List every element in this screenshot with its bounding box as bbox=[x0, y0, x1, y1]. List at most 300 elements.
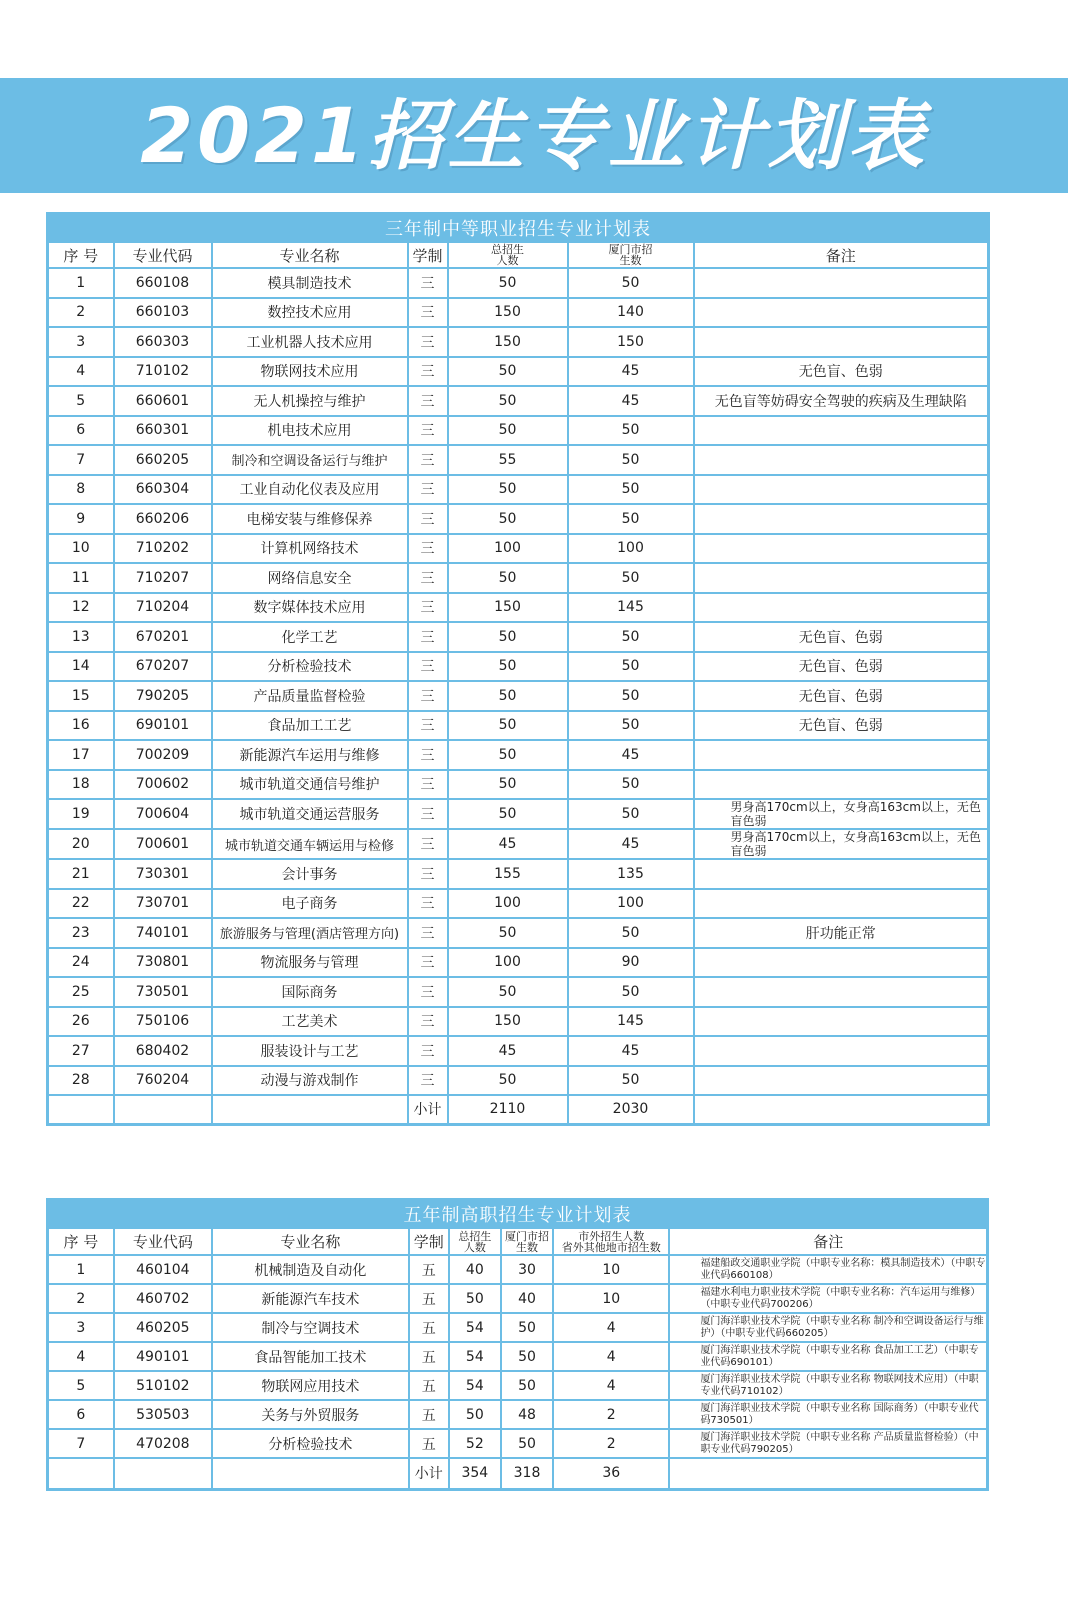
cell-outside: 4 bbox=[553, 1313, 669, 1342]
table-row bbox=[48, 711, 989, 741]
cell-major: 电梯安装与维修保养 bbox=[212, 504, 408, 534]
cell-xiamen: 40 bbox=[501, 1284, 553, 1313]
header-duration: 学制 bbox=[408, 242, 448, 268]
cell-code: 460205 bbox=[114, 1313, 212, 1342]
cell-major: 城市轨道交通运营服务 bbox=[212, 799, 408, 829]
cell-xiamen: 100 bbox=[568, 889, 694, 919]
cell-total: 52 bbox=[449, 1429, 501, 1458]
cell-major: 模具制造技术 bbox=[212, 268, 408, 298]
cell-xiamen: 145 bbox=[568, 593, 694, 623]
cell-duration: 三 bbox=[408, 327, 448, 357]
cell-duration: 三 bbox=[408, 1066, 448, 1096]
cell-duration: 三 bbox=[408, 918, 448, 948]
cell-total: 150 bbox=[448, 327, 568, 357]
cell-major: 关务与外贸服务 bbox=[212, 1400, 409, 1429]
cell-total: 50 bbox=[448, 711, 568, 741]
cell-index: 3 bbox=[48, 327, 114, 357]
cell-duration: 三 bbox=[408, 593, 448, 623]
cell-note bbox=[694, 504, 989, 534]
page-title: 2021招生专业计划表 bbox=[140, 91, 928, 180]
cell-xiamen: 45 bbox=[568, 740, 694, 770]
cell-duration: 五 bbox=[409, 1284, 449, 1313]
cell-xiamen: 145 bbox=[568, 1007, 694, 1037]
cell-total: 50 bbox=[448, 770, 568, 800]
table-row bbox=[48, 475, 989, 505]
cell-xiamen: 48 bbox=[501, 1400, 553, 1429]
cell-index: 20 bbox=[48, 829, 114, 859]
table-row bbox=[48, 1284, 988, 1313]
cell-code: 660304 bbox=[114, 475, 212, 505]
cell-total: 100 bbox=[448, 889, 568, 919]
cell-major: 城市轨道交通车辆运用与检修 bbox=[212, 829, 408, 859]
table-row bbox=[48, 829, 989, 859]
cell-total: 150 bbox=[448, 298, 568, 328]
cell-duration: 三 bbox=[408, 622, 448, 652]
cell-total: 50 bbox=[448, 357, 568, 387]
cell-index: 4 bbox=[48, 1342, 114, 1371]
cell-major: 网络信息安全 bbox=[212, 563, 408, 593]
cell-duration: 三 bbox=[408, 475, 448, 505]
cell-total: 50 bbox=[448, 416, 568, 446]
cell-major: 工业机器人技术应用 bbox=[212, 327, 408, 357]
cell-note bbox=[694, 475, 989, 505]
cell-xiamen: 100 bbox=[568, 534, 694, 564]
cell-major: 城市轨道交通信号维护 bbox=[212, 770, 408, 800]
cell-note: 无色盲、色弱 bbox=[694, 622, 989, 652]
cell-major: 会计事务 bbox=[212, 859, 408, 889]
cell-total: 50 bbox=[448, 386, 568, 416]
cell-index: 1 bbox=[48, 1255, 114, 1284]
cell-total: 54 bbox=[449, 1371, 501, 1400]
cell-outside: 10 bbox=[553, 1284, 669, 1313]
cell-total: 50 bbox=[448, 681, 568, 711]
cell-note: 男身高170cm以上，女身高163cm以上，无色盲色弱 bbox=[694, 799, 989, 829]
cell-code: 740101 bbox=[114, 918, 212, 948]
cell-index: 23 bbox=[48, 918, 114, 948]
cell-total: 45 bbox=[448, 829, 568, 859]
cell-major: 国际商务 bbox=[212, 977, 408, 1007]
cell-major: 动漫与游戏制作 bbox=[212, 1066, 408, 1096]
table-row bbox=[48, 445, 989, 475]
cell-major: 机械制造及自动化 bbox=[212, 1255, 409, 1284]
cell-index: 4 bbox=[48, 357, 114, 387]
cell-major: 化学工艺 bbox=[212, 622, 408, 652]
table-row bbox=[48, 268, 989, 298]
cell-xiamen: 50 bbox=[568, 681, 694, 711]
cell-index: 25 bbox=[48, 977, 114, 1007]
table-row bbox=[48, 622, 989, 652]
cell-note bbox=[694, 740, 989, 770]
cell-note: 福建船政交通职业学院（中职专业名称：模具制造技术）（中职专业代码660108） bbox=[669, 1255, 987, 1284]
cell-total: 40 bbox=[449, 1255, 501, 1284]
cell-code: 660206 bbox=[114, 504, 212, 534]
header-index: 序 号 bbox=[48, 242, 114, 268]
cell-index: 24 bbox=[48, 948, 114, 978]
cell-outside: 10 bbox=[553, 1255, 669, 1284]
cell-total: 50 bbox=[448, 799, 568, 829]
table-row bbox=[48, 977, 989, 1007]
cell-index: 8 bbox=[48, 475, 114, 505]
subtotal-xiamen: 2030 bbox=[568, 1095, 694, 1124]
cell-index: 5 bbox=[48, 386, 114, 416]
cell-code: 710207 bbox=[114, 563, 212, 593]
table-row bbox=[48, 740, 989, 770]
cell-index: 6 bbox=[48, 1400, 114, 1429]
subtotal-label: 小计 bbox=[409, 1458, 449, 1489]
header-code: 专业代码 bbox=[114, 242, 212, 268]
cell-code: 660301 bbox=[114, 416, 212, 446]
cell-code: 700209 bbox=[114, 740, 212, 770]
cell-total: 50 bbox=[449, 1284, 501, 1313]
cell-code: 690101 bbox=[114, 711, 212, 741]
table-row bbox=[48, 563, 989, 593]
cell-total: 50 bbox=[448, 475, 568, 505]
cell-major: 新能源汽车技术 bbox=[212, 1284, 409, 1313]
cell-duration: 三 bbox=[408, 445, 448, 475]
cell-total: 150 bbox=[448, 1007, 568, 1037]
table-row bbox=[48, 1007, 989, 1037]
cell-index: 7 bbox=[48, 1429, 114, 1458]
cell-major: 制冷与空调技术 bbox=[212, 1313, 409, 1342]
table-row bbox=[48, 681, 989, 711]
cell-index: 21 bbox=[48, 859, 114, 889]
cell-index: 19 bbox=[48, 799, 114, 829]
cell-index: 6 bbox=[48, 416, 114, 446]
cell-code: 730301 bbox=[114, 859, 212, 889]
cell-xiamen: 50 bbox=[568, 770, 694, 800]
cell-code: 760204 bbox=[114, 1066, 212, 1096]
cell-note: 无色盲、色弱 bbox=[694, 681, 989, 711]
cell-code: 660303 bbox=[114, 327, 212, 357]
cell-xiamen: 45 bbox=[568, 829, 694, 859]
cell-code: 790205 bbox=[114, 681, 212, 711]
cell-outside: 4 bbox=[553, 1342, 669, 1371]
cell-xiamen: 50 bbox=[501, 1313, 553, 1342]
table-row bbox=[48, 770, 989, 800]
table-row bbox=[48, 298, 989, 328]
cell-major: 机电技术应用 bbox=[212, 416, 408, 446]
cell-code: 710204 bbox=[114, 593, 212, 623]
cell-code: 710202 bbox=[114, 534, 212, 564]
header-xiamen: 厦门市招生数 bbox=[568, 242, 694, 268]
table-caption: 三年制中等职业招生专业计划表 bbox=[48, 214, 989, 243]
table-row bbox=[48, 593, 989, 623]
header-outside-line1: 市外招生人数 bbox=[578, 1229, 645, 1243]
cell-code: 730501 bbox=[114, 977, 212, 1007]
cell-index: 28 bbox=[48, 1066, 114, 1096]
cell-xiamen: 50 bbox=[568, 622, 694, 652]
cell-major: 数字媒体技术应用 bbox=[212, 593, 408, 623]
cell-code: 700602 bbox=[114, 770, 212, 800]
cell-note: 无色盲、色弱 bbox=[694, 711, 989, 741]
cell-xiamen: 50 bbox=[568, 652, 694, 682]
header-index: 序 号 bbox=[48, 1228, 114, 1255]
cell-major: 服装设计与工艺 bbox=[212, 1036, 408, 1066]
cell-duration: 五 bbox=[409, 1400, 449, 1429]
table-row bbox=[48, 1429, 988, 1458]
cell-code: 700601 bbox=[114, 829, 212, 859]
cell-duration: 五 bbox=[409, 1342, 449, 1371]
cell-note: 厦门海洋职业技术学院（中职专业名称 物联网技术应用）（中职专业代码710102） bbox=[669, 1371, 987, 1400]
header-outside-line2: 省外其他地市招生数 bbox=[561, 1240, 661, 1254]
cell-total: 50 bbox=[448, 918, 568, 948]
cell-major: 食品智能加工技术 bbox=[212, 1342, 409, 1371]
cell-note: 男身高170cm以上，女身高163cm以上，无色盲色弱 bbox=[694, 829, 989, 859]
cell-outside: 2 bbox=[553, 1429, 669, 1458]
cell-xiamen: 50 bbox=[568, 799, 694, 829]
cell-major: 分析检验技术 bbox=[212, 1429, 409, 1458]
cell-xiamen: 90 bbox=[568, 948, 694, 978]
cell-note bbox=[694, 593, 989, 623]
cell-note bbox=[694, 563, 989, 593]
cell-total: 50 bbox=[448, 740, 568, 770]
cell-index: 14 bbox=[48, 652, 114, 682]
cell-code: 700604 bbox=[114, 799, 212, 829]
cell-xiamen: 50 bbox=[568, 268, 694, 298]
cell-note: 厦门海洋职业技术学院（中职专业名称 食品加工工艺）（中职专业代码690101） bbox=[669, 1342, 987, 1371]
cell-total: 50 bbox=[448, 1066, 568, 1096]
cell-xiamen: 45 bbox=[568, 357, 694, 387]
cell-xiamen: 50 bbox=[568, 563, 694, 593]
cell-code: 460104 bbox=[114, 1255, 212, 1284]
cell-xiamen: 150 bbox=[568, 327, 694, 357]
cell-index: 3 bbox=[48, 1313, 114, 1342]
table-row bbox=[48, 327, 989, 357]
cell-major: 数控技术应用 bbox=[212, 298, 408, 328]
cell-code: 460702 bbox=[114, 1284, 212, 1313]
cell-code: 680402 bbox=[114, 1036, 212, 1066]
cell-note: 无色盲等妨碍安全驾驶的疾病及生理缺陷 bbox=[694, 386, 989, 416]
cell-note bbox=[694, 416, 989, 446]
cell-note: 肝功能正常 bbox=[694, 918, 989, 948]
cell-code: 750106 bbox=[114, 1007, 212, 1037]
cell-major: 无人机操控与维护 bbox=[212, 386, 408, 416]
cell-xiamen: 45 bbox=[568, 1036, 694, 1066]
cell-total: 45 bbox=[448, 1036, 568, 1066]
cell-index: 1 bbox=[48, 268, 114, 298]
cell-total: 100 bbox=[448, 534, 568, 564]
cell-xiamen: 45 bbox=[568, 386, 694, 416]
subtotal-outside: 36 bbox=[553, 1458, 669, 1489]
cell-index: 26 bbox=[48, 1007, 114, 1037]
cell-index: 2 bbox=[48, 1284, 114, 1313]
header-duration: 学制 bbox=[409, 1228, 449, 1255]
cell-duration: 三 bbox=[408, 504, 448, 534]
cell-major: 制冷和空调设备运行与维护 bbox=[212, 445, 408, 475]
cell-note bbox=[694, 534, 989, 564]
cell-xiamen: 135 bbox=[568, 859, 694, 889]
cell-duration: 三 bbox=[408, 1036, 448, 1066]
cell-major: 工艺美术 bbox=[212, 1007, 408, 1037]
five-year-plan-table bbox=[46, 1198, 989, 1491]
subtotal-empty bbox=[212, 1458, 409, 1489]
cell-duration: 三 bbox=[408, 948, 448, 978]
cell-note: 厦门海洋职业技术学院（中职专业名称 产品质量监督检验）（中职专业代码790205） bbox=[669, 1429, 987, 1458]
cell-note bbox=[694, 298, 989, 328]
cell-total: 54 bbox=[449, 1313, 501, 1342]
cell-duration: 三 bbox=[408, 770, 448, 800]
cell-code: 660103 bbox=[114, 298, 212, 328]
cell-major: 计算机网络技术 bbox=[212, 534, 408, 564]
cell-duration: 三 bbox=[408, 357, 448, 387]
cell-total: 150 bbox=[448, 593, 568, 623]
cell-major: 物联网应用技术 bbox=[212, 1371, 409, 1400]
cell-note bbox=[694, 770, 989, 800]
cell-xiamen: 50 bbox=[568, 445, 694, 475]
cell-major: 产品质量监督检验 bbox=[212, 681, 408, 711]
header-note: 备注 bbox=[694, 242, 989, 268]
table-row bbox=[48, 948, 989, 978]
table-row bbox=[48, 534, 989, 564]
cell-major: 分析检验技术 bbox=[212, 652, 408, 682]
cell-code: 510102 bbox=[114, 1371, 212, 1400]
cell-xiamen: 50 bbox=[568, 1066, 694, 1096]
cell-total: 50 bbox=[448, 977, 568, 1007]
subtotal-empty bbox=[669, 1458, 987, 1489]
cell-outside: 2 bbox=[553, 1400, 669, 1429]
header-total: 总招生人数 bbox=[448, 242, 568, 268]
cell-duration: 三 bbox=[408, 977, 448, 1007]
cell-code: 660108 bbox=[114, 268, 212, 298]
cell-duration: 三 bbox=[408, 829, 448, 859]
cell-total: 50 bbox=[448, 622, 568, 652]
cell-major: 物流服务与管理 bbox=[212, 948, 408, 978]
cell-note bbox=[694, 327, 989, 357]
cell-note bbox=[694, 948, 989, 978]
cell-code: 660601 bbox=[114, 386, 212, 416]
cell-duration: 三 bbox=[408, 563, 448, 593]
cell-xiamen: 50 bbox=[501, 1429, 553, 1458]
cell-xiamen: 50 bbox=[568, 977, 694, 1007]
header-xiamen: 厦门市招生数 bbox=[501, 1228, 553, 1255]
subtotal-xiamen: 318 bbox=[501, 1458, 553, 1489]
cell-outside: 4 bbox=[553, 1371, 669, 1400]
table-row bbox=[48, 1371, 988, 1400]
cell-index: 2 bbox=[48, 298, 114, 328]
cell-xiamen: 30 bbox=[501, 1255, 553, 1284]
subtotal-label: 小计 bbox=[408, 1095, 448, 1124]
header-major: 专业名称 bbox=[212, 1228, 409, 1255]
cell-duration: 三 bbox=[408, 416, 448, 446]
cell-xiamen: 50 bbox=[568, 918, 694, 948]
table-row bbox=[48, 1066, 989, 1096]
cell-note: 厦门海洋职业技术学院（中职专业名称 国际商务）（中职专业代码730501） bbox=[669, 1400, 987, 1429]
cell-index: 11 bbox=[48, 563, 114, 593]
cell-major: 旅游服务与管理(酒店管理方向) bbox=[212, 918, 408, 948]
cell-major: 物联网技术应用 bbox=[212, 357, 408, 387]
cell-duration: 三 bbox=[408, 652, 448, 682]
table-row bbox=[48, 652, 989, 682]
cell-code: 670207 bbox=[114, 652, 212, 682]
cell-duration: 五 bbox=[409, 1313, 449, 1342]
cell-note: 无色盲、色弱 bbox=[694, 652, 989, 682]
cell-duration: 五 bbox=[409, 1255, 449, 1284]
table-row bbox=[48, 1342, 988, 1371]
cell-index: 9 bbox=[48, 504, 114, 534]
cell-duration: 三 bbox=[408, 681, 448, 711]
cell-note bbox=[694, 1007, 989, 1037]
subtotal-total: 2110 bbox=[448, 1095, 568, 1124]
cell-code: 730801 bbox=[114, 948, 212, 978]
header-outside bbox=[553, 1228, 669, 1255]
cell-note: 无色盲、色弱 bbox=[694, 357, 989, 387]
cell-major: 新能源汽车运用与维修 bbox=[212, 740, 408, 770]
cell-duration: 三 bbox=[408, 799, 448, 829]
table-row bbox=[48, 799, 989, 829]
table-row bbox=[48, 918, 989, 948]
cell-duration: 五 bbox=[409, 1429, 449, 1458]
subtotal-empty bbox=[212, 1095, 408, 1124]
table-row bbox=[48, 386, 989, 416]
cell-duration: 三 bbox=[408, 386, 448, 416]
table-row bbox=[48, 859, 989, 889]
table-row bbox=[48, 1313, 988, 1342]
three-year-plan-table bbox=[46, 212, 990, 1126]
cell-note bbox=[694, 889, 989, 919]
cell-note bbox=[694, 859, 989, 889]
table-caption: 五年制高职招生专业计划表 bbox=[48, 1200, 988, 1229]
cell-total: 55 bbox=[448, 445, 568, 475]
cell-major: 电子商务 bbox=[212, 889, 408, 919]
cell-code: 490101 bbox=[114, 1342, 212, 1371]
cell-index: 15 bbox=[48, 681, 114, 711]
cell-xiamen: 50 bbox=[568, 711, 694, 741]
cell-duration: 五 bbox=[409, 1371, 449, 1400]
subtotal-empty bbox=[694, 1095, 989, 1124]
cell-total: 54 bbox=[449, 1342, 501, 1371]
cell-code: 470208 bbox=[114, 1429, 212, 1458]
cell-index: 16 bbox=[48, 711, 114, 741]
table-row bbox=[48, 504, 989, 534]
header-major: 专业名称 bbox=[212, 242, 408, 268]
cell-note: 福建水利电力职业技术学院（中职专业名称：汽车运用与维修）（中职专业代码700206） bbox=[669, 1284, 987, 1313]
cell-xiamen: 50 bbox=[501, 1371, 553, 1400]
cell-total: 50 bbox=[449, 1400, 501, 1429]
cell-total: 50 bbox=[448, 563, 568, 593]
table-row bbox=[48, 889, 989, 919]
cell-duration: 三 bbox=[408, 298, 448, 328]
cell-major: 食品加工工艺 bbox=[212, 711, 408, 741]
cell-total: 50 bbox=[448, 652, 568, 682]
cell-xiamen: 50 bbox=[568, 416, 694, 446]
cell-index: 7 bbox=[48, 445, 114, 475]
cell-xiamen: 50 bbox=[501, 1342, 553, 1371]
cell-code: 660205 bbox=[114, 445, 212, 475]
cell-total: 100 bbox=[448, 948, 568, 978]
cell-total: 50 bbox=[448, 268, 568, 298]
cell-note: 厦门海洋职业技术学院（中职专业名称 制冷和空调设备运行与维护）（中职专业代码660205） bbox=[669, 1313, 987, 1342]
cell-index: 5 bbox=[48, 1371, 114, 1400]
cell-duration: 三 bbox=[408, 740, 448, 770]
table-row bbox=[48, 1400, 988, 1429]
cell-code: 670201 bbox=[114, 622, 212, 652]
cell-duration: 三 bbox=[408, 711, 448, 741]
cell-major: 工业自动化仪表及应用 bbox=[212, 475, 408, 505]
cell-index: 18 bbox=[48, 770, 114, 800]
subtotal-empty bbox=[48, 1095, 114, 1124]
cell-index: 22 bbox=[48, 889, 114, 919]
cell-note bbox=[694, 445, 989, 475]
cell-index: 10 bbox=[48, 534, 114, 564]
header-total: 总招生人数 bbox=[449, 1228, 501, 1255]
cell-index: 17 bbox=[48, 740, 114, 770]
cell-code: 530503 bbox=[114, 1400, 212, 1429]
table-row bbox=[48, 416, 989, 446]
cell-index: 27 bbox=[48, 1036, 114, 1066]
cell-xiamen: 50 bbox=[568, 504, 694, 534]
cell-duration: 三 bbox=[408, 859, 448, 889]
cell-duration: 三 bbox=[408, 268, 448, 298]
